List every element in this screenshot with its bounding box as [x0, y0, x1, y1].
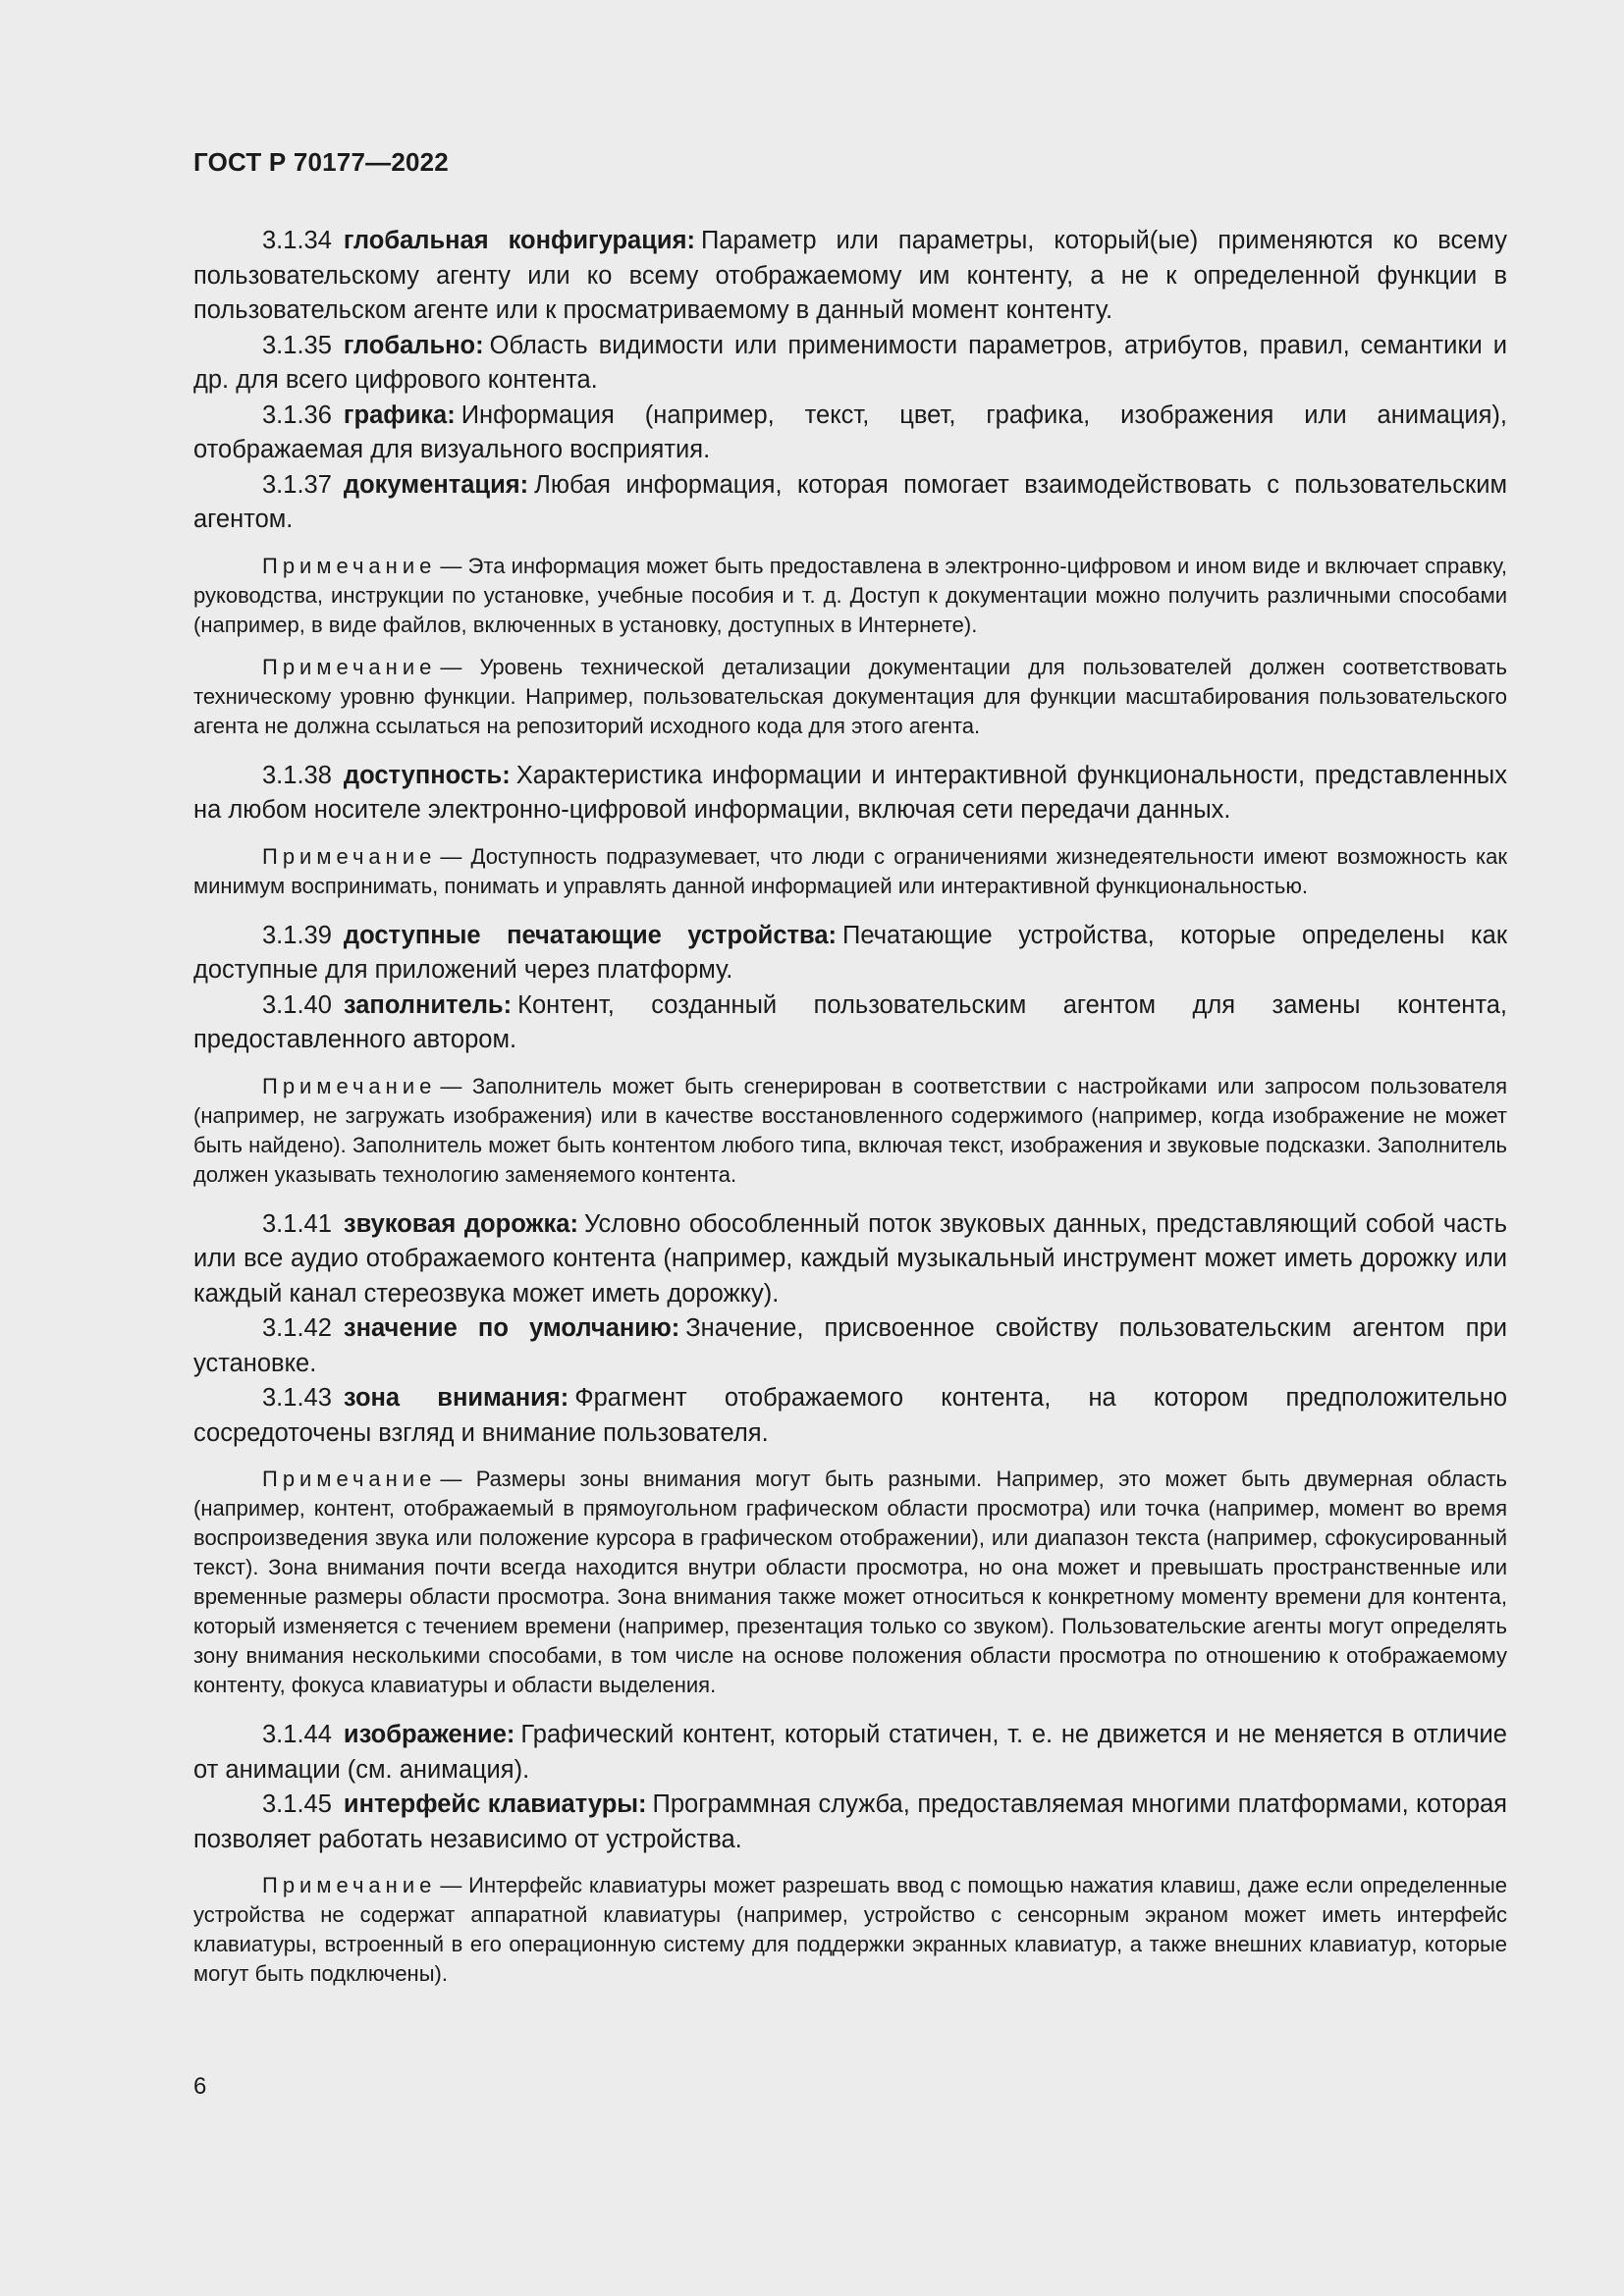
note-dash: —: [440, 843, 462, 869]
note-paragraph: [193, 842, 1507, 901]
term-definition: [193, 1311, 1507, 1381]
note-text: Доступность подразумевает, что люди с ограничениями жизнедеятельности имеют возможность как минимум воспринимать, понимать и управлять данной информацией или интерактивной функциональностью.: [193, 843, 1507, 898]
term-text: Условно обособленный поток звуковых данных, представляющий собой часть или все аудио отображаемого контента (например, каждый музыкальный инструмент может иметь дорожку или каждый канал стереозвука может иметь дорожку).: [193, 1209, 1508, 1308]
term-text: Графический контент, который статичен, т. е. не движется и не меняется в отличие от анимации (см. анимация).: [193, 1721, 1507, 1784]
term-definition: [193, 988, 1507, 1058]
note-dash: —: [440, 553, 462, 578]
note-paragraph: [193, 1072, 1507, 1190]
term-number: 3.1.40: [262, 990, 332, 1019]
term-text: Любая информация, которая помогает взаимодействовать с пользовательским агентом.: [193, 470, 1507, 533]
term-number: 3.1.41: [262, 1209, 332, 1238]
note-label: Примечание: [262, 843, 437, 869]
note-label: Примечание: [262, 1873, 437, 1897]
term-text: Программная служба, предоставляемая многими платформами, которая позволяет работать независимо от устройства.: [193, 1790, 1507, 1853]
note-label: Примечание: [262, 1467, 437, 1491]
term-text: Характеристика информации и интерактивной функциональности, представленных на любом носителе электронно-цифровой информации, включая сети передачи данных.: [193, 761, 1507, 824]
term-number: 3.1.37: [262, 470, 332, 499]
note-label: Примечание: [262, 654, 437, 679]
term-text: Область видимости или применимости параметров, атрибутов, правил, семантики и др. для всего цифрового контента.: [193, 331, 1507, 394]
note-paragraph: [193, 1465, 1507, 1700]
document-body: [193, 224, 1507, 1989]
term-definition: [193, 1718, 1507, 1788]
block-spacer: [193, 1058, 1507, 1072]
block-spacer: [193, 741, 1507, 759]
term-number: 3.1.44: [262, 1721, 332, 1748]
term-name: доступность:: [343, 761, 511, 789]
note-text: Интерфейс клавиатуры может разрешать ввод с помощью нажатия клавиш, даже если определенные устройства не содержат аппаратной клавиатуры (например, устройство с сенсорным экраном может иметь интерфейс клавиатуры, встроенный в его операционную систему для поддержки экранных клавиатур, а также внешних клавиатур, которые могут быть подключены).: [193, 1873, 1507, 1986]
page-number: 6: [193, 2073, 207, 2100]
note-dash: —: [440, 654, 462, 679]
term-definition: [193, 329, 1507, 399]
term-number: 3.1.34: [262, 227, 332, 254]
term-number: 3.1.42: [262, 1314, 332, 1342]
note-paragraph: [193, 653, 1507, 741]
term-number: 3.1.45: [262, 1790, 332, 1818]
block-spacer: [193, 1857, 1507, 1871]
document-header: ГОСТ Р 70177—2022: [193, 147, 449, 177]
term-text: Контент, созданный пользовательским агентом для замены контента, предоставленного автором.: [193, 990, 1507, 1053]
block-spacer: [193, 901, 1507, 919]
term-text: Значение, присвоенное свойству пользовательским агентом при установке.: [193, 1314, 1508, 1377]
note-paragraph: [193, 1871, 1507, 1989]
term-number: 3.1.39: [262, 921, 332, 949]
term-name: звуковая дорожка:: [343, 1209, 578, 1238]
note-text: Уровень технической детализации документации для пользователей должен соответствовать техническому уровню функции. Например, пользовательская документация для функции масштабирования пользовательского агента не должна ссылаться на репозиторий исходного кода для этого агента.: [193, 654, 1507, 738]
note-dash: —: [440, 1467, 462, 1491]
note-dash: —: [440, 1073, 462, 1098]
term-name: значение по умолчанию:: [343, 1314, 680, 1342]
block-spacer: [193, 1451, 1507, 1465]
block-spacer: [193, 538, 1507, 552]
note-text: Размеры зоны внимания могут быть разными. Например, это может быть двумерная область (например, контент, отображаемый в прямоугольном графическом области просмотра) или точка (например, момент во время воспроизведения звука или положение курсора в графическом отображении), или диапазон текста (например, сфокусированный текст). Зона внимания почти всегда находится внутри области просмотра, но она может и превышать пространственные или временные размеры области просмотра. Зона внимания также может относиться к конкретному моменту времени для контента, который изменяется с течением времени (например, презентация только со звуком). Пользовательские агенты могут определять зону внимания несколькими способами, в том числе на основе положения области просмотра по отношению к отображаемому контенту, фокуса клавиатуры и области выделения.: [193, 1467, 1507, 1697]
term-definition: [193, 399, 1507, 468]
term-definition: [193, 759, 1507, 828]
term-name: интерфейс клавиатуры:: [343, 1790, 647, 1818]
term-number: 3.1.36: [262, 400, 332, 429]
note-label: Примечание: [262, 1073, 437, 1098]
note-text: Эта информация может быть предоставлена в электронно-цифровом и ином виде и включает справку, руководства, инструкции по установке, учебные пособия и т. д. Доступ к документации можно получить различными способами (например, в виде файлов, включенных в установку, доступных в Интернете).: [193, 553, 1507, 637]
term-definition: [193, 919, 1507, 988]
term-text: Печатающие устройства, которые определены как доступные для приложений через платформу.: [193, 921, 1507, 984]
block-spacer: [193, 640, 1507, 653]
term-number: 3.1.38: [262, 761, 332, 789]
term-definition: [193, 468, 1507, 538]
term-name: графика:: [343, 400, 456, 429]
term-name: глобальная конфигурация:: [343, 227, 695, 254]
term-definition: [193, 224, 1507, 329]
term-number: 3.1.35: [262, 331, 332, 359]
term-name: зона внимания:: [343, 1384, 569, 1412]
term-definition: [193, 1788, 1507, 1857]
block-spacer: [193, 828, 1507, 842]
term-definition: [193, 1207, 1507, 1312]
term-text: Фрагмент отображаемого контента, на котором предположительно сосредоточены взгляд и внимание пользователя.: [193, 1384, 1507, 1447]
term-name: документация:: [343, 470, 529, 499]
term-text: Информация (например, текст, цвет, графика, изображения или анимация), отображаемая для визуального восприятия.: [193, 400, 1507, 463]
term-name: изображение:: [343, 1721, 515, 1748]
term-definition: [193, 1381, 1507, 1451]
term-text: Параметр или параметры, который(ые) применяются ко всему пользовательскому агенту или ко всему отображаемому им контенту, а не к определенной функции в пользовательском агенте или к просматриваемому в данный момент контенту.: [193, 227, 1507, 324]
block-spacer: [193, 1700, 1507, 1718]
term-name: доступные печатающие устройства:: [343, 921, 838, 949]
term-name: глобально:: [343, 331, 484, 359]
term-name: заполнитель:: [343, 990, 513, 1019]
note-paragraph: [193, 552, 1507, 640]
note-label: Примечание: [262, 553, 437, 578]
note-dash: —: [440, 1873, 462, 1897]
term-number: 3.1.43: [262, 1384, 332, 1412]
note-text: Заполнитель может быть сгенерирован в соответствии с настройками или запросом пользователя (например, не загружать изображения) или в качестве восстановленного содержимого (например, когда изображение не может быть найдено). Заполнитель может быть контентом любого типа, включая текст, изображения и звуковые подсказки. Заполнитель должен указывать технологию заменяемого контента.: [193, 1073, 1507, 1187]
block-spacer: [193, 1190, 1507, 1207]
